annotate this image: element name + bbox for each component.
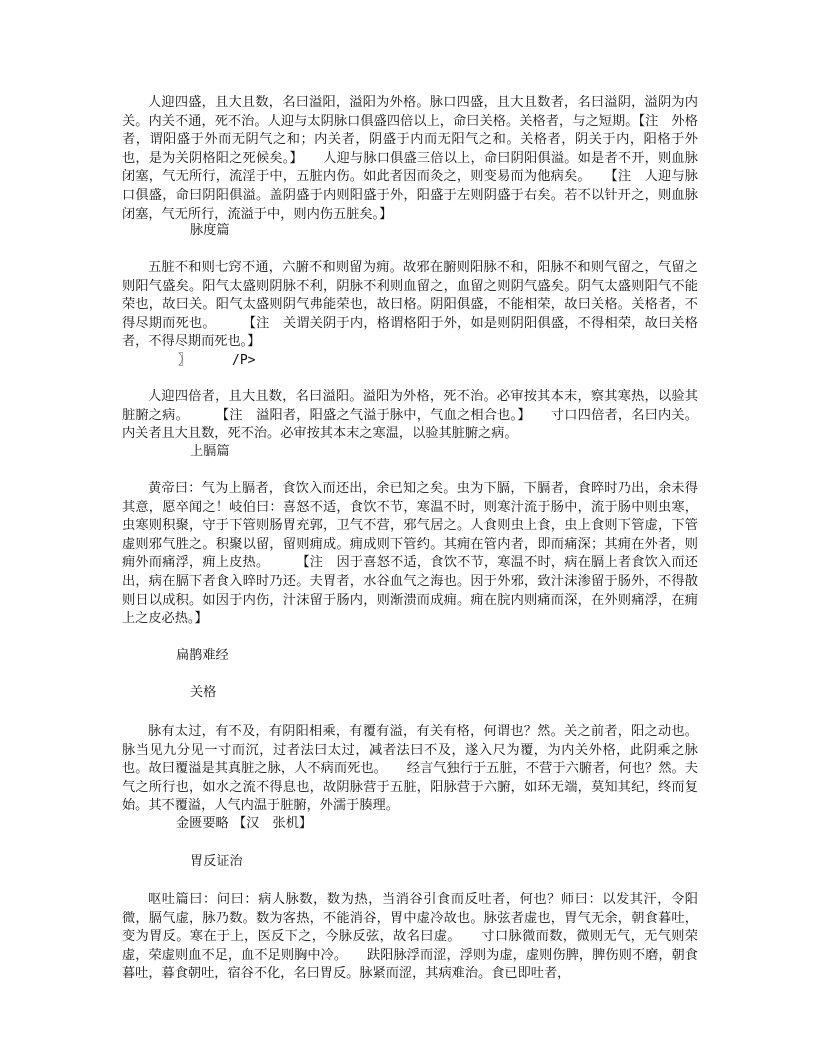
paragraph-text: 人迎四盛，且大且数，名曰溢阳，溢阳为外格。脉口四盛，且大且数者，名曰溢阴，溢阴为内关。内关不通，死不治。人迎与太阴脉口俱盛四倍以上，命曰关格。关格者，与之短期。【注 外格者，谓阳盛于外而无阴气之和；内关者，阴盛于内而无阳气之和。关格者，阴关于内，阳格于外也，是为关阴格阳之死候矣。】 人迎与脉口俱盛三倍以上，命曰阴阳俱溢。如是者不开，则血脉闭塞，气无所行，流淫于中，五脏内伤。如此者因而灸之，则变易而为他病矣。 【注 人迎与脉口俱盛，命曰阴阳俱溢。盖阴盛于内则阳盛于外，阳盛于左则阴盛于右矣。若不以针开之，则血脉闭塞，气无所行，流溢于中，则内伤五脏矣。】 [122,95,698,222]
ocr-tag-artifact: /P> [232,353,256,368]
paragraph-text: 五脏不和则七窍不通，六腑不和则留为痈。故邪在腑则阳脉不和，阳脉不和则气留之，气留之则阳气盛矣。阳气太盛则阴脉不利，阴脉不利则血留之，血留之则阴气盛矣。阴气太盛则阳气不能荣也，故曰关。阳气太盛则阴气弗能荣也，故曰格。阴阳俱盛，不能相荣，故曰关格。关格者，不得尽期而死也。 【注 关谓关阴于内，格谓格阳于外，如是则阴阳俱盛，不得相荣，故曰关格者，不得尽期而死也。】 [122,260,698,350]
paragraph-mai-you-taiguo [122,723,698,816]
section-heading-maidu: 脉度篇 [190,223,230,238]
section-heading-weifan-zhengzhi: 胃反证治 [190,854,243,869]
section-heading-shangge: 上膈篇 [190,444,230,459]
paragraph-renying-sibei [122,388,698,444]
ocr-bracket-artifact: 〗 [178,353,192,368]
paragraph-wuzang-buhe [122,259,698,352]
book-heading-bianque-nanjing: 扁鹊难经 [176,648,229,663]
paragraph-huangdi-yue [122,480,698,629]
paragraph-renying-sisheng [122,94,698,224]
paragraph-outu-pian [122,891,698,984]
paragraph-text: 呕吐篇曰：问曰：病人脉数，数为热，当消谷引食而反吐者，何也？师曰：以发其汗，令阳微，膈气虚，脉乃数。数为客热，不能消谷，胃中虚冷故也。脉弦者虚也，胃气无余，朝食暮吐，变为胃反。寒在于上，医反下之，今脉反弦，故名曰虚。 寸口脉微而数，微则无气，无气则荣虚，荣虚则血不足，血不足则胸中冷。 趺阳脉浮而涩，浮则为虚，虚则伤脾，脾伤则不磨，朝食暮吐，暮食朝吐，宿谷不化，名曰胃反。脉紧而涩，其病难治。食已即吐者， [122,892,698,982]
section-heading-guange: 关格 [190,685,217,700]
book-heading-jingui-yaolue: 金匮要略 【汉 张机】 [176,816,313,831]
paragraph-text: 脉有太过，有不及，有阴阳相乘，有覆有溢，有关有格，何谓也？然。关之前者，阳之动也。脉当见九分见一寸而沉，过者法曰太过，减者法曰不及，遂入尺为覆，为内关外格，此阴乘之脉也。故曰覆溢是其真脏之脉，人不病而死也。 经言气独行于五脏，不营于六腑者，何也？然。夫气之所行也，如水之流不得息也，故阴脉营于五脏，阳脉营于六腑，如环无端，莫知其纪，终而复始。其不覆溢，人气内温于脏腑，外濡于腠理。 [122,724,698,814]
paragraph-text: 人迎四倍者，且大且数，名曰溢阳。溢阳为外格，死不治。必审按其本末，察其寒热，以验其脏腑之病。 【注 溢阳者，阳盛之气溢于脉中，气血之相合也。】 寸口四倍者，名曰内关。内关者且大且数，死不治。必审按其本末之寒温，以验其脏腑之病。 [122,389,698,442]
paragraph-text: 黄帝曰：气为上膈者，食饮入而还出，余已知之矣。虫为下膈，下膈者，食晬时乃出，余未得其意，愿卒闻之！岐伯曰：喜怒不适，食饮不节，寒温不时，则寒汁流于肠中，流于肠中则虫寒，虫寒则积聚，守于下管则肠胃充郭，卫气不营，邪气居之。人食则虫上食，虫上食则下管虚，下管虚则邪气胜之。积聚以留，留则痈成。痈成则下管约。其痈在管内者，即而痛深；其痈在外者，则痈外而痛浮，痈上皮热。 【注 因于喜怒不适，食饮不节，寒温不时，病在膈上者食饮入而还出，病在膈下者食入晬时乃还。夫胃者，水谷血气之海也。因于外邪，致汁沫渗留于肠外，不得散则日以成积。如因于内伤，汁沫留于肠内，则渐溃而成痈。痈在脘内则痛而深，在外则痛浮，在痈上之皮必热。】 [122,481,698,627]
